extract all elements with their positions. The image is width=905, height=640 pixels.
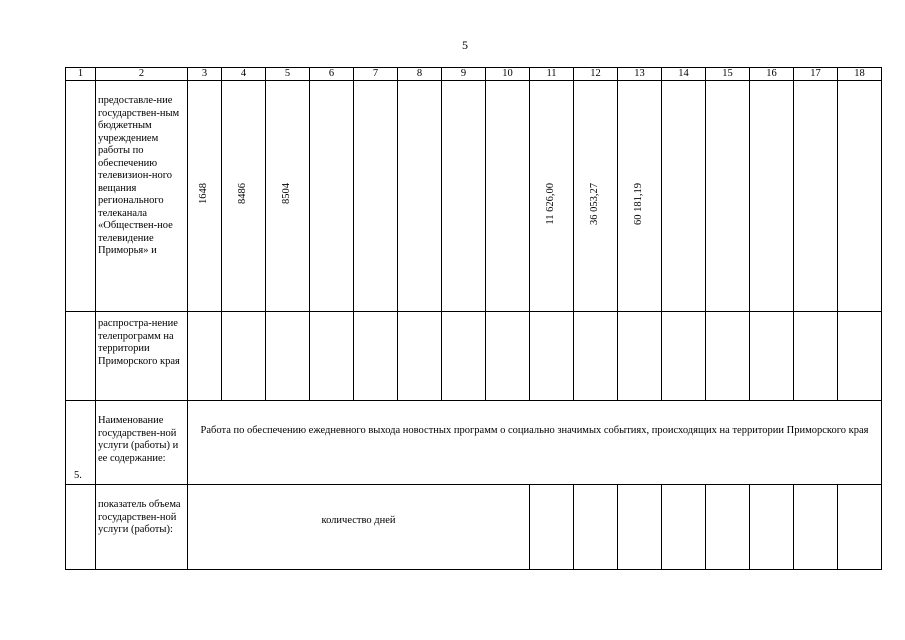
table-cell [66,485,96,570]
table-cell [574,485,618,570]
value-text: 36 053,27 [589,183,601,225]
table-cell [530,485,574,570]
table-row [66,312,882,401]
service-name-cell: Работа по обеспечению ежедневного выхода новостных программ о социально значимых событиях, происходящих на территории Приморского края [188,401,882,485]
value-cell [530,81,574,312]
table-cell [618,485,662,570]
value-text: 8504 [281,183,293,204]
value-cell [618,81,662,312]
description-cell: распростра-нение телепрограмм на территории Приморского края [96,312,188,401]
table-cell [662,81,706,312]
table-cell [750,312,794,401]
header-cell: 4 [222,68,266,81]
table-cell [310,81,354,312]
header-cell: 10 [486,68,530,81]
value-text: 11 626,00 [545,183,557,225]
table-cell [838,485,882,570]
header-cell: 3 [188,68,222,81]
value-cell [188,81,222,312]
header-cell: 17 [794,68,838,81]
header-cell: 18 [838,68,882,81]
table-cell [66,312,96,401]
page-number: 5 [462,38,468,52]
table-cell [574,312,618,401]
header-cell: 12 [574,68,618,81]
table-cell [662,312,706,401]
table-cell [266,312,310,401]
table-cell [398,81,442,312]
value-cell [266,81,310,312]
header-cell: 6 [310,68,354,81]
table-cell [354,81,398,312]
table-cell [794,485,838,570]
header-cell: 9 [442,68,486,81]
table-cell [222,312,266,401]
table-cell [442,81,486,312]
description-cell: Наименование государствен-ной услуги (работы) и ее содержание: [96,401,188,485]
table-cell [530,312,574,401]
table-cell [398,312,442,401]
value-cell [222,81,266,312]
table-cell [706,81,750,312]
value-text: 8486 [237,183,249,204]
header-cell: 16 [750,68,794,81]
table-cell [662,485,706,570]
table-cell [442,312,486,401]
header-cell: 5 [266,68,310,81]
table-cell [486,312,530,401]
header-cell: 2 [96,68,188,81]
value-text: 60 181,19 [633,183,645,225]
row-number-cell: 5. [66,401,96,485]
table-cell [706,485,750,570]
header-cell: 14 [662,68,706,81]
table-cell [794,81,838,312]
table-cell [618,312,662,401]
table-cell [794,312,838,401]
header-cell: 7 [354,68,398,81]
table-cell [838,312,882,401]
header-cell: 1 [66,68,96,81]
description-cell: предоставле-ние государствен-ным бюджетным учреждением работы по обеспечению телевизион-ного вещания регионального телеканала «Обществен-ное телевидение Приморья» и [96,81,188,312]
value-cell [574,81,618,312]
header-cell: 8 [398,68,442,81]
table-cell [66,81,96,312]
table-cell [354,312,398,401]
table-cell [706,312,750,401]
value-text: 1648 [198,183,210,204]
description-cell: показатель объема государствен-ной услуги (работы): [96,485,188,570]
header-cell: 13 [618,68,662,81]
table-cell [750,81,794,312]
table-row [66,81,882,312]
header-cell: 11 [530,68,574,81]
table-row [66,485,882,570]
header-cell: 15 [706,68,750,81]
table-cell [750,485,794,570]
table-cell [486,81,530,312]
data-table [65,67,882,570]
table-cell [188,312,222,401]
header-row [66,68,882,81]
table-cell [838,81,882,312]
table-cell [310,312,354,401]
indicator-cell: количество дней [188,485,530,570]
table-row [66,401,882,485]
